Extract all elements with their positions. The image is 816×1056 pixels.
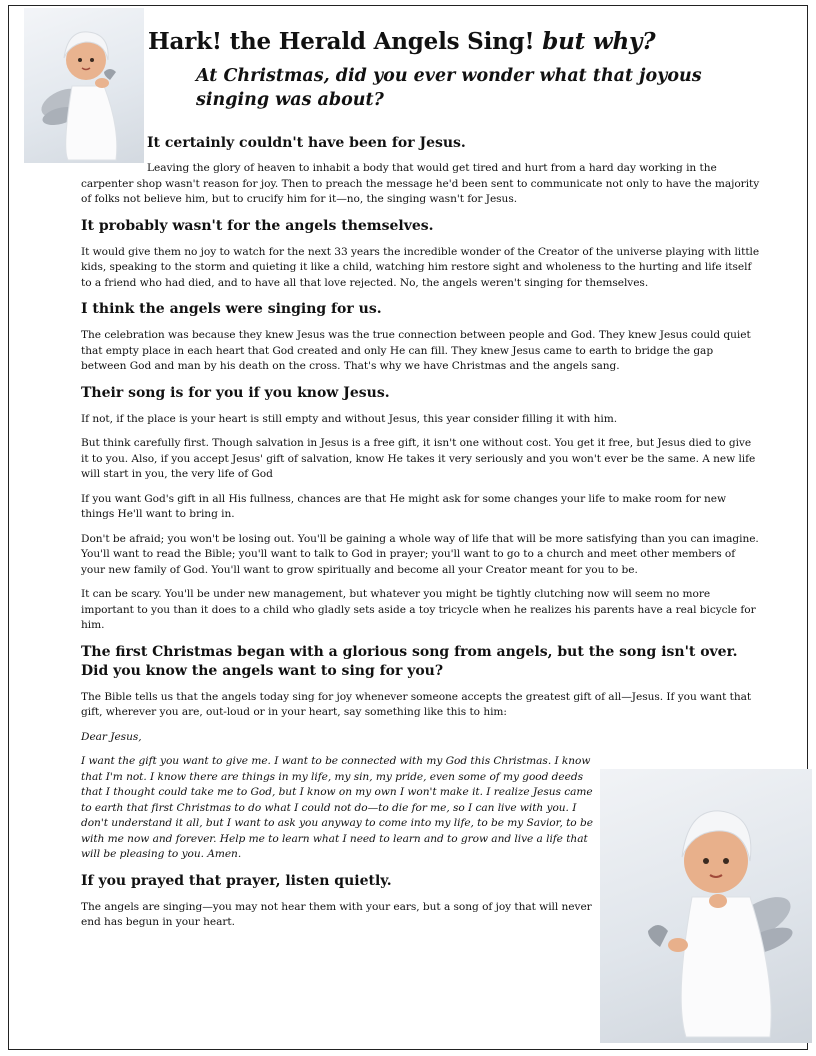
page-title <box>148 28 655 55</box>
paragraph: But think carefully first. Though salvation in Jesus is a free gift, it isn't one without cost. You get it free, but Jesus died to give it to you. Also, if you accept Jesus' gift of salvation, know He takes it very seriously and you won't ever be the same. A new life will start in you, the very life of God <box>81 437 756 480</box>
paragraph: The celebration was because they knew Jesus was the true connection between people and God. They knew Jesus could quiet that empty place in each heart that God created and only He can fill. They knew Jesus came to earth to bridge the gap between God and man by his death on the cross. That's why we have Christmas and the angels sang. <box>81 329 751 372</box>
paragraph: Don't be afraid; you won't be losing out. You'll be gaining a whole way of life that will be more satisfying than you can imagine. You'll want to read the Bible; you'll want to talk to God in prayer; you'll want to go to a church and meet other members of your new family of God. You'll want to grow spiritually and become all your Creator meant for you to be. <box>81 532 759 576</box>
closing-paragraph: The angels are singing—you may not hear them with your ears, but a song of joy that will never end has begun in your heart. <box>81 900 592 928</box>
section-heading: I think the angels were singing for us. <box>81 301 382 317</box>
section-heading: Their song is for you if you know Jesus. <box>81 384 390 401</box>
title-emphasis: but why? <box>542 28 656 55</box>
prayer-salutation: Dear Jesus, <box>81 730 142 743</box>
paragraph: The Bible tells us that the angels today sing for joy whenever someone accepts the greatest gift of all—Jesus. If you want that gift, wherever you are, out-loud or in your heart, say something like this to him: <box>81 690 752 718</box>
page-subtitle: At Christmas, did you ever wonder what that joyous singing was about? <box>196 66 702 110</box>
prayer-body: I want the gift you want to give me. I want to be connected with my God this Christmas. I know that I'm not. I know there are things in my life, my sin, my pride, even some of my good deeds that I thought could take me to God, but I know on my own I won't make it. I realize Jesus came to earth that first Christmas to do what I could not do—to die for me, so I can live with you. I don't understand it all, but I want to ask you anyway to come into my life, to be my Savior, to be with me now and forever. Help me to learn what I need to learn and to grow and live a life that will be pleasing to you. Amen. <box>81 755 593 860</box>
paragraph: It would give them no joy to watch for the next 33 years the incredible wonder of the Creator of the universe playing with little kids, speaking to the storm and quieting it like a child, watching him restore sight and wholeness to the hurting and life itself to a friend who had died, and to have all that love rejected. No, the angels weren't singing for themselves. <box>81 245 760 289</box>
paragraph: If you want God's gift in all His fullness, chances are that He might ask for some changes your life to make room for new things He'll want to bring in. <box>81 492 727 520</box>
closing-heading: If you prayed that prayer, listen quietly. <box>81 872 392 889</box>
title-main: Hark! the Herald Angels Sing! <box>148 28 535 55</box>
paragraph: If not, if the place is your heart is still empty and without Jesus, this year consider filling it with him. <box>81 412 618 425</box>
section-heading: The first Christmas began with a glorious song from angels, but the song isn't over. Did you know the angels want to sing for you? <box>81 643 738 679</box>
angel-image-bottom <box>600 769 812 1043</box>
paragraph: It can be scary. You'll be under new management, but whatever you might be tightly clutching now will seem no more important to you than it does to a child who gladly sets aside a toy tricycle when he realizes his parents have a real bicycle for him. <box>81 588 756 631</box>
angel-figurine-icon <box>600 769 812 1043</box>
section-heading: It probably wasn't for the angels themselves. <box>81 217 434 234</box>
section-heading: It certainly couldn't have been for Jesus. <box>147 135 466 151</box>
paragraph: Leaving the glory of heaven to inhabit a body that would get tired and hurt from a hard day working in the carpenter shop wasn't reason for joy. Then to preach the message he'd been sent to communicate not only to have the majority of folks not believe him, but to crucify him for it—no, the singing wasn't for Jesus. <box>81 162 760 205</box>
